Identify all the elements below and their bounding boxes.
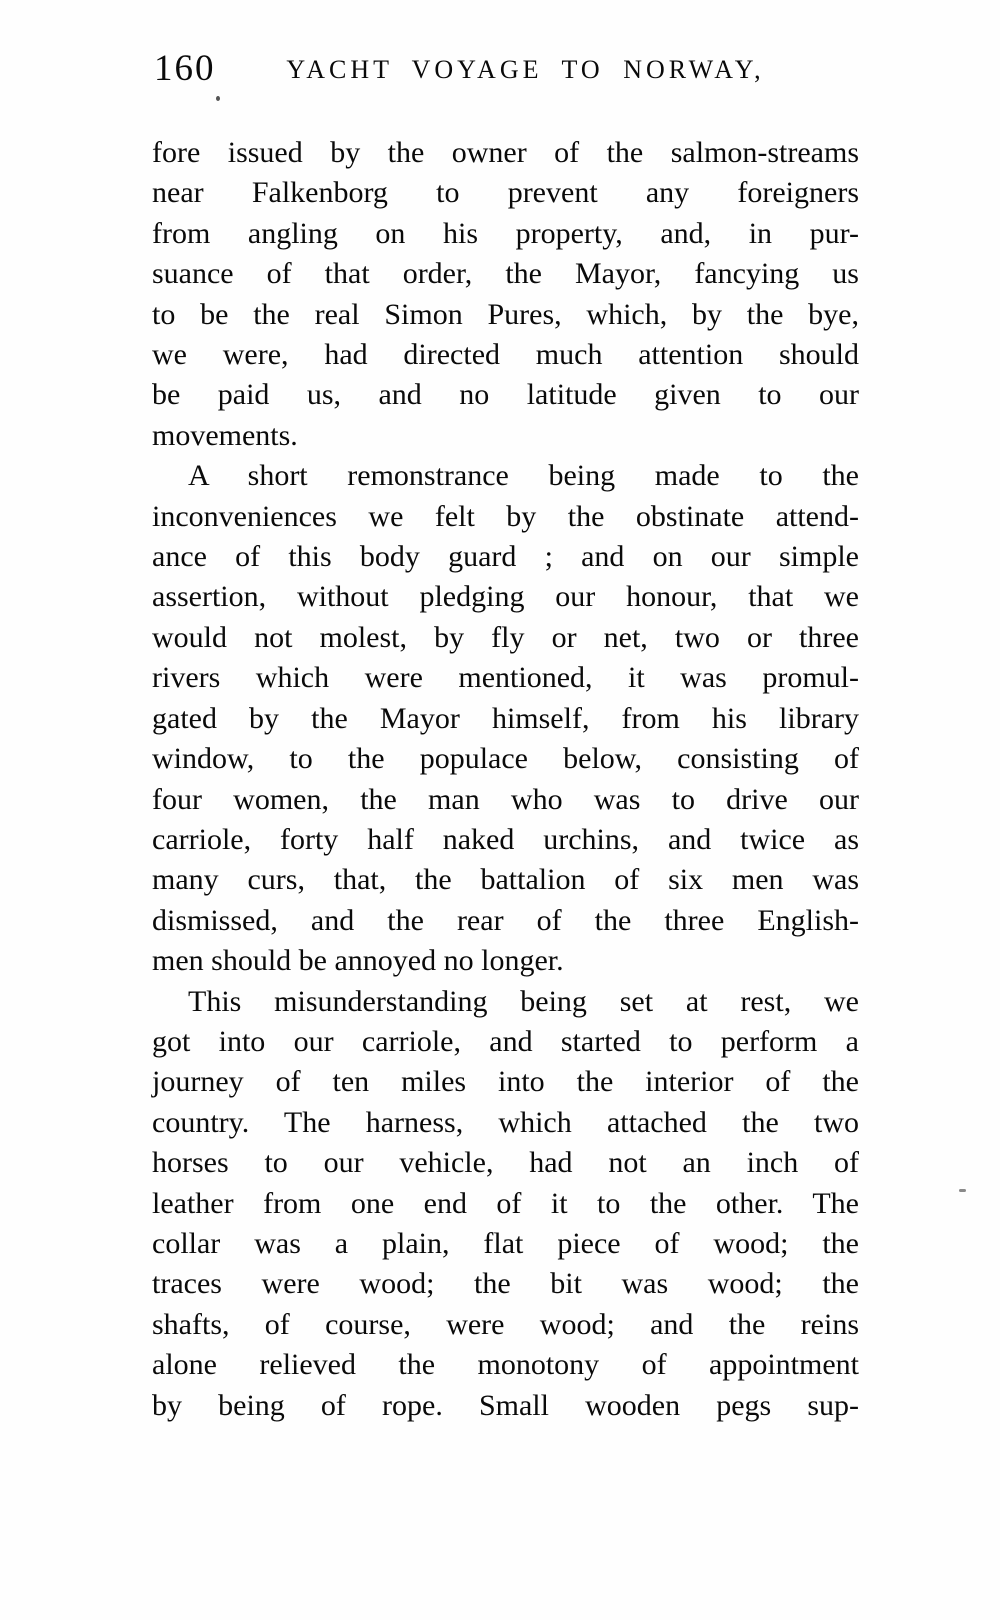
- text-line: assertion, without pledging our honour, that we: [152, 580, 859, 614]
- text-line: leather from one end of it to the other. The: [152, 1186, 859, 1220]
- text-line: from angling on his property, and, in pur-: [152, 216, 859, 250]
- text-line: shafts, of course, were wood; and the reins: [152, 1307, 859, 1341]
- ink-speck: [959, 1189, 966, 1192]
- ink-speck: [216, 96, 220, 101]
- text-line: window, to the populace below, consisting of: [152, 742, 859, 776]
- text-line: inconveniences we felt by the obstinate attend-: [152, 499, 859, 533]
- text-line: four women, the man who was to drive our: [152, 782, 859, 816]
- text-line: men should be annoyed no longer.: [152, 944, 564, 978]
- running-head: [152, 50, 859, 100]
- text-line: by being of rope. Small wooden pegs sup-: [152, 1388, 859, 1422]
- text-line: be paid us, and no latitude given to our: [152, 378, 859, 412]
- text-line: near Falkenborg to prevent any foreigners: [152, 176, 859, 210]
- text-line: dismissed, and the rear of the three English-: [152, 903, 859, 937]
- text-line: fore issued by the owner of the salmon-streams: [152, 136, 859, 169]
- text-line: suance of that order, the Mayor, fancying us: [152, 257, 859, 291]
- text-line: collar was a plain, flat piece of wood; the: [152, 1226, 859, 1260]
- running-title: YACHT VOYAGE TO NORWAY,: [286, 55, 765, 84]
- text-line: alone relieved the monotony of appointment: [152, 1348, 859, 1382]
- text-line: rivers which were mentioned, it was promul-: [152, 661, 859, 695]
- text-line: gated by the Mayor himself, from his library: [152, 701, 859, 735]
- text-line: horses to our vehicle, had not an inch of: [152, 1146, 859, 1180]
- page-body: [152, 133, 859, 1426]
- text-line: movements.: [152, 418, 298, 452]
- page-number: 160: [154, 48, 216, 89]
- text-line: carriole, forty half naked urchins, and twice as: [152, 822, 859, 856]
- text-line: many curs, that, the battalion of six men was: [152, 863, 859, 897]
- text-line: This misunderstanding being set at rest, we: [188, 984, 859, 1018]
- text-line: journey of ten miles into the interior of the: [152, 1065, 859, 1099]
- text-line: would not molest, by fly or net, two or three: [152, 620, 859, 654]
- text-line: A short remonstrance being made to the: [188, 459, 859, 493]
- text-line: country. The harness, which attached the two: [152, 1105, 859, 1139]
- text-line: ance of this body guard ; and on our simple: [152, 540, 859, 574]
- text-line: traces were wood; the bit was wood; the: [152, 1267, 859, 1301]
- text-line: got into our carriole, and started to perform a: [152, 1024, 859, 1058]
- text-line: we were, had directed much attention should: [152, 338, 859, 372]
- text-line: to be the real Simon Pures, which, by the bye,: [152, 297, 859, 331]
